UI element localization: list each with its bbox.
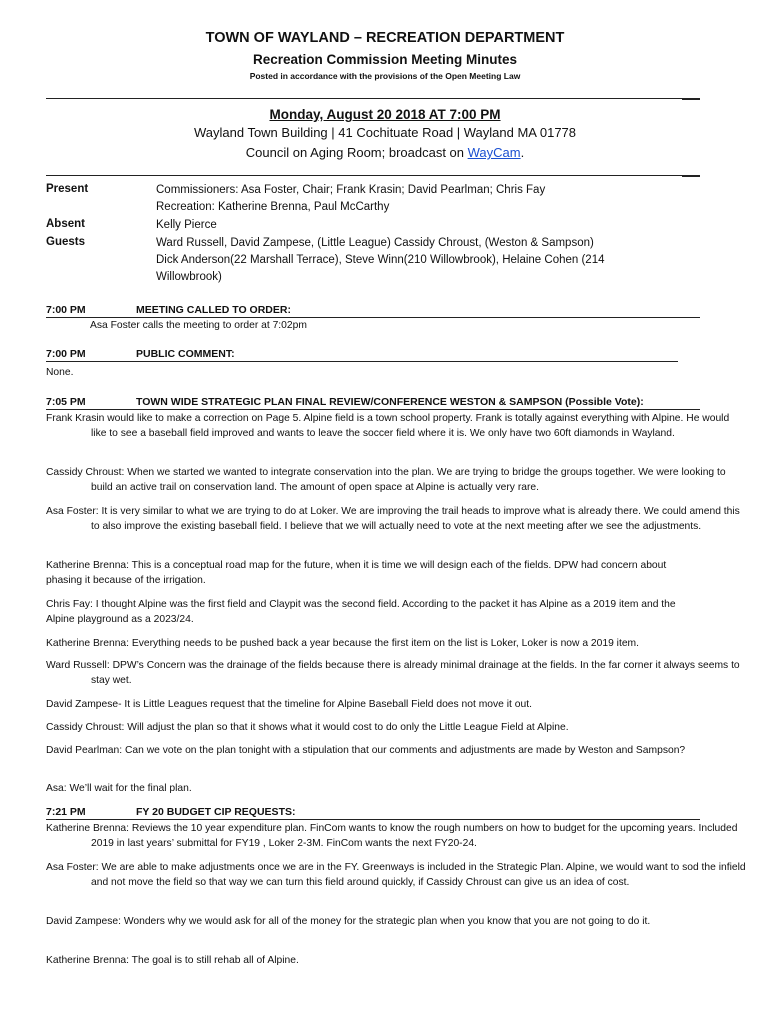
meeting-room bbox=[0, 145, 770, 160]
section-header bbox=[46, 304, 700, 318]
meeting-room-suffix: . bbox=[520, 145, 525, 160]
section-heading: MEETING CALLED TO ORDER: bbox=[136, 304, 291, 316]
minutes-paragraph: Cassidy Chroust: Will adjust the plan so that it shows what it would cost to do only the Little League Field at Alpine. bbox=[46, 722, 569, 733]
posting-notice: Posted in accordance with the provisions of the Open Meeting Law bbox=[249, 71, 521, 81]
section-body: None. bbox=[46, 367, 74, 378]
minutes-paragraph: Frank Krasin would like to make a correction on Page 5. Alpine field is a town school property. Frank is totally against everything with Alpine. He would like to see a baseball field improved and wants to leave the soccer field where it is. We only have two 60ft diamonds in Wayland. bbox=[46, 413, 730, 439]
absent-value: Kelly Pierce bbox=[156, 219, 217, 231]
present-commissioners: Commissioners: Asa Foster, Chair; Frank Krasin; David Pearlman; Chris Fay bbox=[156, 184, 546, 196]
section-header bbox=[46, 806, 700, 820]
present-label: Present bbox=[46, 183, 89, 195]
document-title: Recreation Commission Meeting Minutes bbox=[252, 52, 518, 67]
minutes-paragraph: David Zampese- It is Little Leagues request that the timeline for Alpine Baseball Field does not move it out. bbox=[46, 699, 532, 710]
town-department-title: TOWN OF WAYLAND – RECREATION DEPARTMENT bbox=[205, 30, 565, 46]
meeting-room-text: Council on Aging Room; broadcast on bbox=[245, 145, 468, 160]
section-heading: PUBLIC COMMENT: bbox=[136, 348, 235, 360]
minutes-paragraph: Chris Fay: I thought Alpine was the first field and Claypit was the second field. According to the packet it has Alpine as a 2019 item and the Alpine playground as a 2023/24. bbox=[46, 599, 676, 625]
guests-line: Ward Russell, David Zampese, (Little League) Cassidy Chroust, (Weston & Sampson) bbox=[156, 237, 594, 249]
section-header bbox=[46, 396, 700, 410]
present-recreation: Recreation: Katherine Brenna, Paul McCarthy bbox=[156, 201, 390, 213]
minutes-paragraph: Katherine Brenna: The goal is to still rehab all of Alpine. bbox=[46, 955, 299, 966]
minutes-paragraph: Asa Foster: We are able to make adjustments once we are in the FY. Greenways is included in the Strategic Plan. Alpine, we would want to sod the infield and not move the field so that way we can turn this field around quickly, if Cassidy Chroust can give us an idea of cost. bbox=[46, 862, 746, 888]
guests-label: Guests bbox=[46, 236, 85, 248]
minutes-paragraph: Ward Russell: DPW’s Concern was the drainage of the fields because there is already minimal drainage at the fields. In the far corner it always seems to stay wet. bbox=[46, 660, 740, 686]
waycam-link[interactable]: WayCam bbox=[467, 145, 521, 160]
meeting-rule bbox=[46, 175, 700, 176]
minutes-paragraph: Cassidy Chroust: When we started we wanted to integrate conservation into the plan. We are trying to bridge the groups together. We were looking to build an active trail on conservation land. The amount of open space at Alpine is actually very rare. bbox=[46, 467, 726, 493]
section-time: 7:00 PM bbox=[46, 348, 86, 360]
absent-label: Absent bbox=[46, 218, 85, 230]
minutes-paragraph: Asa: We’ll wait for the final plan. bbox=[46, 783, 192, 794]
minutes-paragraph: Asa Foster: It is very similar to what we are trying to do at Loker. We are improving the trail heads to improve what is already there. We could amend this to also improve the existing baseball field. I believe that we will actually need to vote at the next meeting after we see the adjustments. bbox=[46, 506, 740, 532]
meeting-rule-end bbox=[682, 175, 700, 177]
section-time: 7:21 PM bbox=[46, 806, 86, 818]
header-rule bbox=[46, 98, 700, 99]
minutes-paragraph: Katherine Brenna: Reviews the 10 year expenditure plan. FinCom wants to know the rough numbers on how to budget for the upcoming years. Included 2019 in last years’ submittal for FY19 , Loker 2-3M. FinCom wants the next FY20-24. bbox=[46, 823, 738, 849]
minutes-paragraph: David Zampese: Wonders why we would ask for all of the money for the strategic plan when you know that you are not going to do it. bbox=[46, 916, 651, 927]
section-header bbox=[46, 348, 678, 362]
minutes-paragraph: David Pearlman: Can we vote on the plan tonight with a stipulation that our comments and adjustments are made by Weston and Sampson? bbox=[46, 745, 686, 756]
minutes-paragraph: Katherine Brenna: Everything needs to be pushed back a year because the first item on the list is Loker, Loker is now a 2019 item. bbox=[46, 638, 639, 649]
section-heading: FY 20 BUDGET CIP REQUESTS: bbox=[136, 806, 296, 818]
section-time: 7:05 PM bbox=[46, 396, 86, 408]
minutes-paragraph: Katherine Brenna: This is a conceptual road map for the future, when it is time we will design each of the fields. DPW had concern about phasing it because of the irrigation. bbox=[46, 560, 667, 586]
guests-line: Dick Anderson(22 Marshall Terrace), Steve Winn(210 Willowbrook), Helaine Cohen (214 bbox=[156, 254, 605, 266]
meeting-date: Monday, August 20 2018 AT 7:00 PM bbox=[269, 107, 501, 122]
section-body: Asa Foster calls the meeting to order at 7:02pm bbox=[90, 320, 307, 331]
section-time: 7:00 PM bbox=[46, 304, 86, 316]
section-heading: TOWN WIDE STRATEGIC PLAN FINAL REVIEW/CONFERENCE WESTON & SAMPSON (Possible Vote): bbox=[136, 396, 644, 408]
guests-line: Willowbrook) bbox=[156, 271, 222, 283]
meeting-location: Wayland Town Building | 41 Cochituate Road | Wayland MA 01778 bbox=[193, 125, 577, 140]
header-rule-end bbox=[682, 98, 700, 100]
